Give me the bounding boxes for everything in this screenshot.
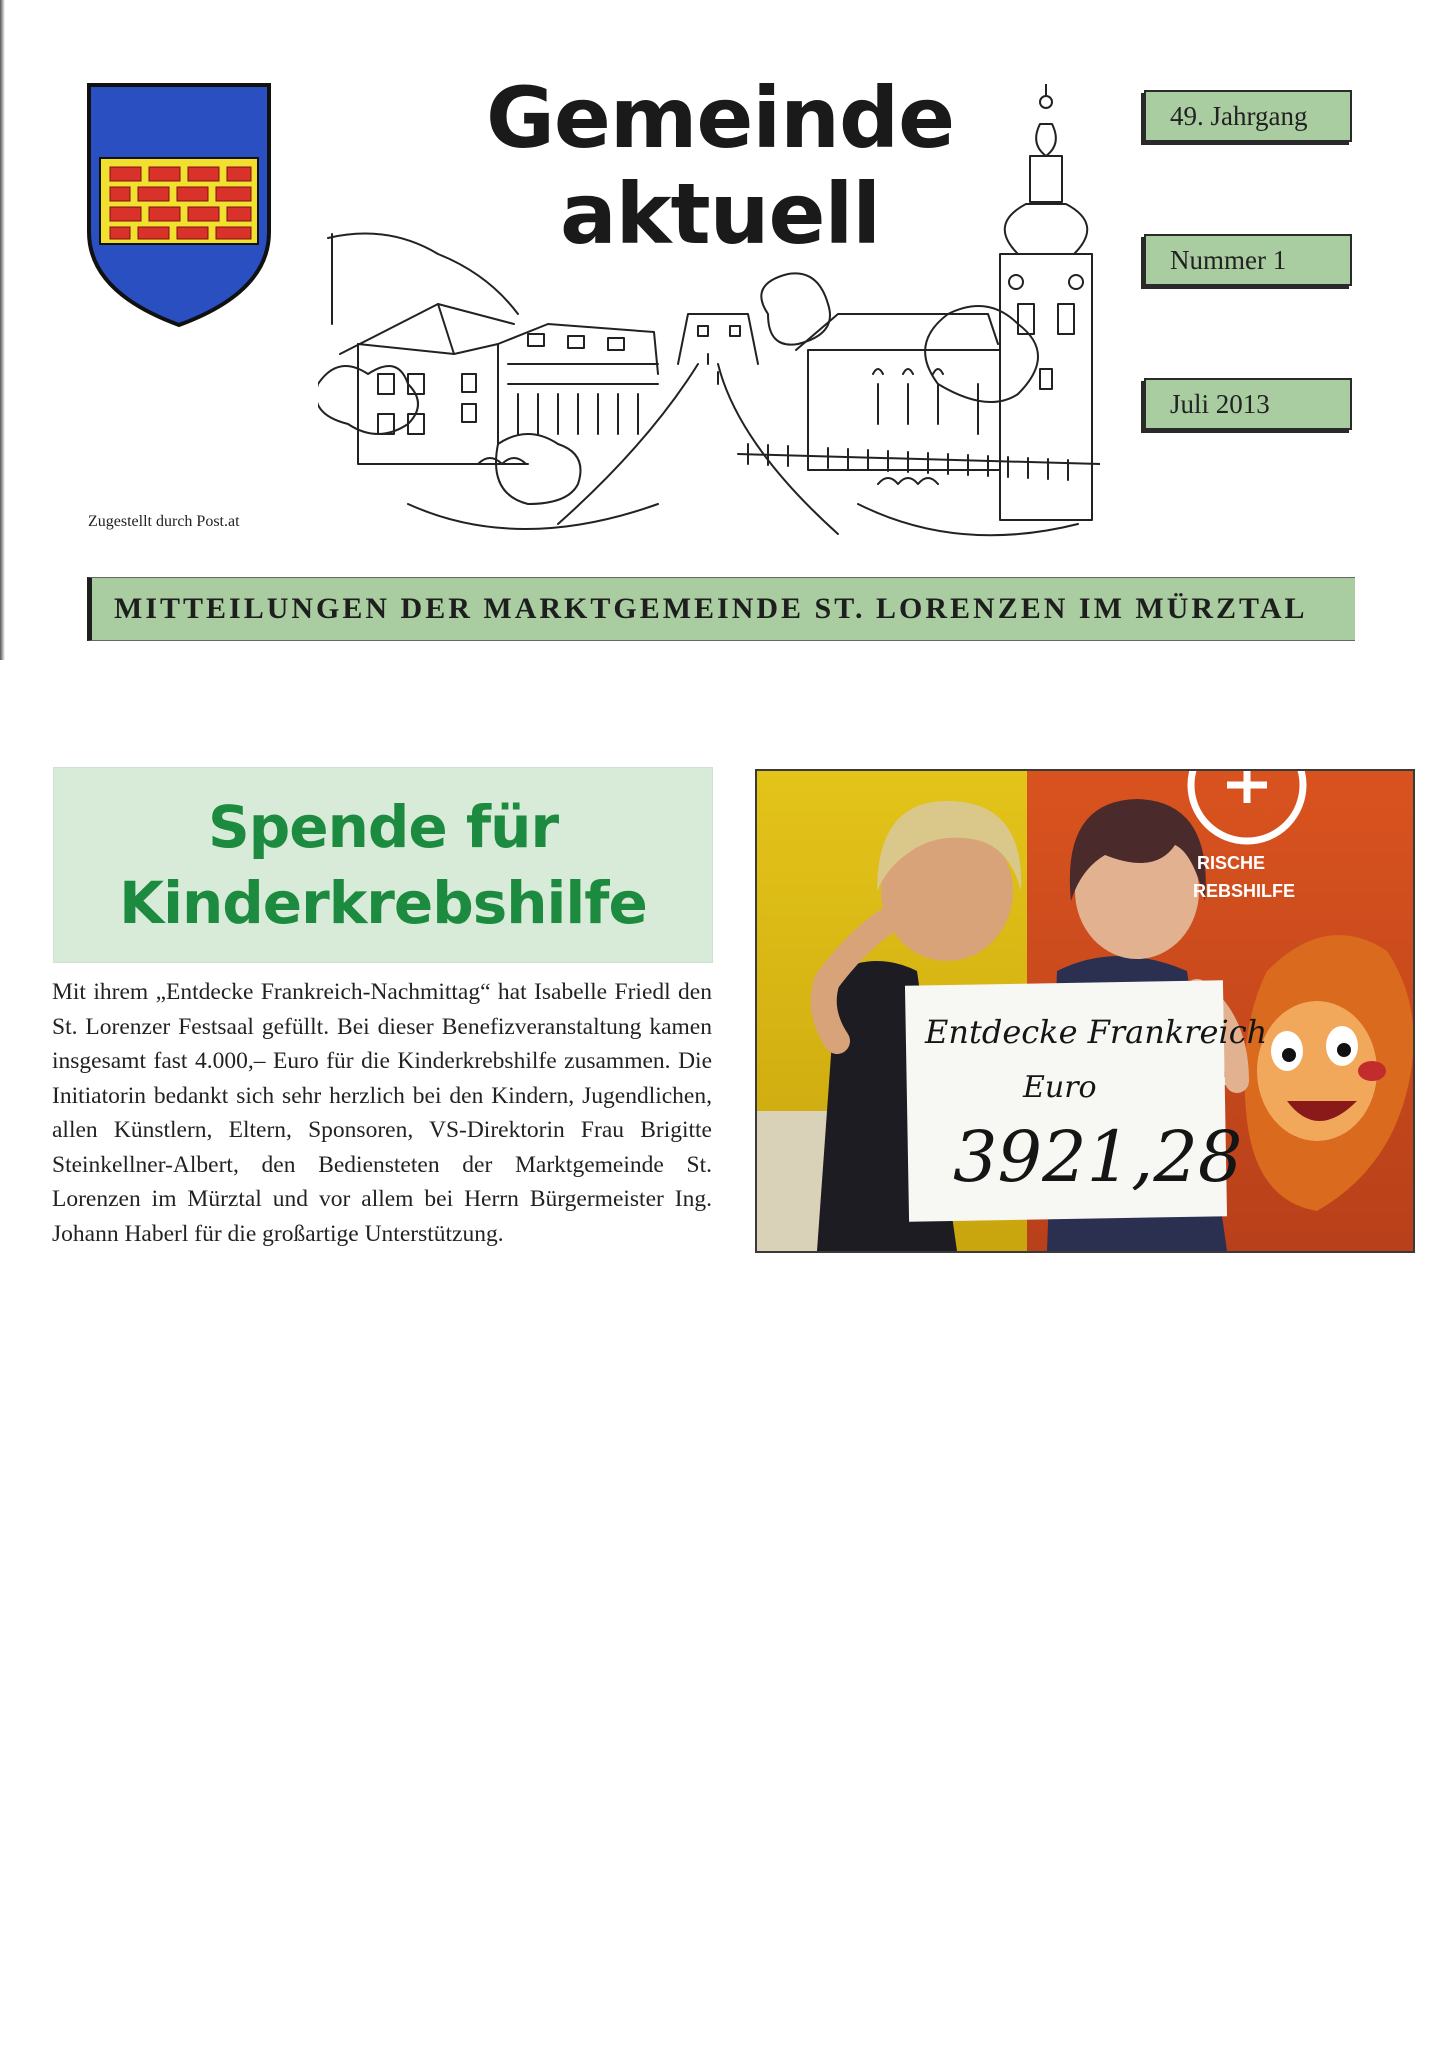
masthead <box>0 0 1448 660</box>
article-headline <box>53 767 713 963</box>
coat-of-arms-icon <box>86 82 272 328</box>
issue-box <box>1144 234 1352 286</box>
masthead-title-line2: aktuell <box>559 165 881 263</box>
delivery-note: Zugestellt durch Post.at <box>88 513 240 530</box>
issue-label: Nummer 1 <box>1170 244 1287 275</box>
scan-edge <box>0 0 5 660</box>
sign-line1: Entdecke Frankreich <box>925 1013 1268 1051</box>
headline-line2: Kinderkrebshilfe <box>119 869 647 937</box>
date-box <box>1144 378 1352 430</box>
sign-amount: 3921,28 <box>953 1116 1243 1198</box>
article-photo <box>755 769 1415 1253</box>
article <box>0 755 1448 1253</box>
masthead-title-line1: Gemeinde <box>485 69 955 167</box>
sign-line2: Euro <box>1023 1070 1097 1105</box>
photo-banner-line2: REBSHILFE <box>1193 881 1296 901</box>
date-label: Juli 2013 <box>1170 388 1270 419</box>
village-drawing <box>318 84 1100 544</box>
volume-box <box>1144 90 1352 142</box>
headline-line1: Spende für <box>207 793 559 861</box>
photo-banner-line1: RISCHE <box>1197 853 1266 873</box>
photo-image <box>757 771 1413 1251</box>
masthead-banner <box>87 577 1355 641</box>
banner-text: MITTEILUNGEN DER MARKTGEMEINDE ST. LORENZEN IM MÜRZTAL <box>114 592 1308 625</box>
volume-label: 49. Jahrgang <box>1170 100 1308 131</box>
article-body: Mit ihrem „Entdecke Frankreich-Nachmittag“ hat Isabelle Friedl den St. Lorenzer Festsaal gefüllt. Bei dieser Benefizveranstaltung kamen insgesamt fast 4.000,– Euro für die Kinderkrebshilfe zusammen. Die Initiatorin bedankt sich sehr herzlich bei den Kindern, Jugendlichen, allen Künstlern, Eltern, Sponsoren, VS-Direktorin Frau Brigitte Steinkellner-Albert, den Bediensteten der Marktgemeinde St. Lorenzen im Mürztal und vor allem bei Herrn Bürgermeister Ing. Johann Haberl für die großartige Unterstützung. <box>52 979 712 1247</box>
